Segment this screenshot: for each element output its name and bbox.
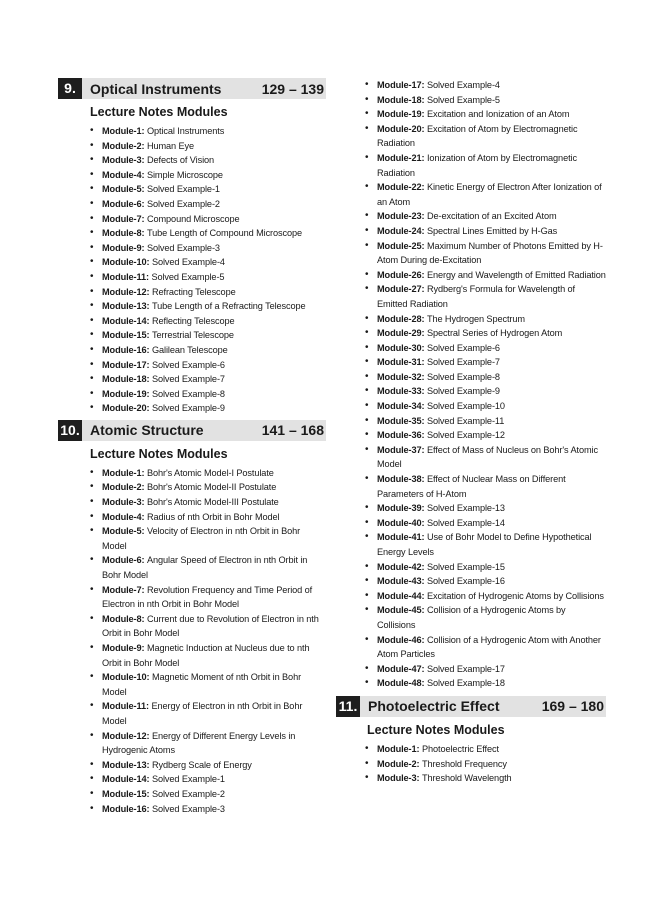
module-name: Module-2 xyxy=(377,758,417,769)
chapter-pages: 129 – 139 xyxy=(261,80,324,97)
module-title: Solved Example-12 xyxy=(426,430,505,441)
module-item: • Module-2: Human Eye xyxy=(58,139,326,154)
module-item: • Module-41: Use of Bohr Model to Define Hypothetical Energy Levels xyxy=(336,530,606,559)
module-title: Use of Bohr Model to Define Hypothetical Energy Levels xyxy=(377,532,592,557)
chapter-header xyxy=(336,696,606,717)
module-name: Module-40 xyxy=(377,517,422,528)
chapter-9 xyxy=(58,78,326,416)
module-item: • Module-43: Solved Example-16 xyxy=(336,574,606,589)
module-item: • Module-6: Solved Example-2 xyxy=(58,197,326,212)
module-name: Module-5 xyxy=(102,526,142,537)
module-name: Module-39 xyxy=(377,503,422,514)
module-name: Module-15 xyxy=(102,788,147,799)
module-title: Collision of a Hydrogenic Atoms by Collisions xyxy=(377,605,566,630)
module-name: Module-42 xyxy=(377,561,422,572)
module-name: Module-2 xyxy=(102,140,142,151)
module-title: Solved Example-1 xyxy=(146,184,220,195)
module-item: • Module-4: Simple Microscope xyxy=(58,168,326,183)
module-name: Module-4 xyxy=(102,169,142,180)
module-name: Module-14 xyxy=(102,774,147,785)
chapter-11 xyxy=(336,696,606,786)
module-item: • Module-37: Effect of Mass of Nucleus on Bohr's Atomic Model xyxy=(336,443,606,472)
module-item: • Module-6: Angular Speed of Electron in nth Orbit in Bohr Model xyxy=(58,553,326,582)
module-title: Excitation of Hydrogenic Atoms by Collisions xyxy=(426,590,604,601)
module-title: Magnetic Induction at Nucleus due to nth Orbit in Bohr Model xyxy=(102,643,310,668)
module-list xyxy=(336,742,606,786)
module-item: • Module-16: Galilean Telescope xyxy=(58,343,326,358)
module-item: • Module-33: Solved Example-9 xyxy=(336,384,606,399)
module-item: • Module-1: Optical Instruments xyxy=(58,124,326,139)
module-item: • Module-47: Solved Example-17 xyxy=(336,662,606,677)
module-title: Solved Example-11 xyxy=(426,415,505,426)
module-item: • Module-10: Magnetic Moment of nth Orbit in Bohr Model xyxy=(58,670,326,699)
module-name: Module-28 xyxy=(377,313,422,324)
module-item: • Module-12: Energy of Different Energy Levels in Hydrogenic Atoms xyxy=(58,729,326,758)
module-title: Solved Example-4 xyxy=(426,80,500,90)
module-title: Solved Example-6 xyxy=(426,342,500,353)
module-title: The Hydrogen Spectrum xyxy=(426,313,525,324)
module-item: • Module-31: Solved Example-7 xyxy=(336,355,606,370)
module-item: • Module-9: Solved Example-3 xyxy=(58,241,326,256)
module-title: Solved Example-3 xyxy=(151,803,225,814)
module-item: • Module-26: Energy and Wavelength of Emitted Radiation xyxy=(336,268,606,283)
module-name: Module-3 xyxy=(102,155,142,166)
module-name: Module-17 xyxy=(102,359,147,370)
module-item: • Module-2: Bohr's Atomic Model-II Postulate xyxy=(58,480,326,495)
module-item: • Module-8: Current due to Revolution of Electron in nth Orbit in Bohr Model xyxy=(58,612,326,641)
module-title: Solved Example-16 xyxy=(426,576,505,587)
module-name: Module-43 xyxy=(377,576,422,587)
chapter-pages: 141 – 168 xyxy=(261,422,324,439)
module-item: • Module-48: Solved Example-18 xyxy=(336,676,606,691)
module-item: • Module-1: Photoelectric Effect xyxy=(336,742,606,757)
module-name: Module-9 xyxy=(102,643,142,653)
chapter-10 xyxy=(58,420,326,816)
module-title: Solved Example-17 xyxy=(426,663,505,674)
module-name: Module-7 xyxy=(102,584,142,595)
module-item: • Module-14: Reflecting Telescope xyxy=(58,314,326,329)
module-name: Module-14 xyxy=(102,315,147,326)
module-title: Defects of Vision xyxy=(146,155,215,166)
module-item: • Module-18: Solved Example-7 xyxy=(58,372,326,387)
module-item: • Module-7: Revolution Frequency and Time Period of Electron in nth Orbit in Bohr Model xyxy=(58,583,326,612)
module-item: • Module-5: Velocity of Electron in nth Orbit in Bohr Model xyxy=(58,524,326,553)
module-name: Module-44 xyxy=(377,590,422,601)
module-item: • Module-46: Collision of a Hydrogenic Atom with Another Atom Particles xyxy=(336,633,606,662)
module-item: • Module-5: Solved Example-1 xyxy=(58,182,326,197)
module-title: Excitation and Ionization of an Atom xyxy=(426,109,570,120)
module-item: • Module-28: The Hydrogen Spectrum xyxy=(336,312,606,327)
module-item: • Module-2: Threshold Frequency xyxy=(336,757,606,772)
module-name: Module-15 xyxy=(102,330,147,341)
module-item: • Module-35: Solved Example-11 xyxy=(336,414,606,429)
module-list xyxy=(58,466,326,816)
module-title: Solved Example-10 xyxy=(426,401,505,412)
module-name: Module-16 xyxy=(102,344,147,355)
module-item: • Module-15: Solved Example-2 xyxy=(58,787,326,802)
module-title: Human Eye xyxy=(146,140,195,151)
module-name: Module-33 xyxy=(377,386,422,397)
chapter-title: Photoelectric Effect xyxy=(368,698,500,715)
section-heading: Lecture Notes Modules xyxy=(90,105,228,119)
module-name: Module-1 xyxy=(377,743,417,754)
module-title: Spectral Lines Emitted by H-Gas xyxy=(426,225,558,236)
module-name: Module-4 xyxy=(102,511,142,522)
chapter-header xyxy=(58,78,326,99)
module-title: Kinetic Energy of Electron After Ionization of an Atom xyxy=(377,182,602,207)
module-name: Module-35 xyxy=(377,415,422,426)
module-name: Module-8 xyxy=(102,228,142,239)
module-name: Module-46 xyxy=(377,634,422,645)
module-title: Solved Example-1 xyxy=(151,774,225,785)
module-item: • Module-11: Energy of Electron in nth Orbit in Bohr Model xyxy=(58,699,326,728)
module-title: Solved Example-4 xyxy=(151,257,225,268)
module-title: Solved Example-14 xyxy=(426,517,505,528)
module-item: • Module-10: Solved Example-4 xyxy=(58,255,326,270)
module-title: Rydberg's Formula for Wavelength of Emitted Radiation xyxy=(377,284,575,309)
module-title: Refracting Telescope xyxy=(151,286,236,297)
module-name: Module-10 xyxy=(102,672,147,683)
module-title: Solved Example-8 xyxy=(151,388,225,399)
module-item: • Module-9: Magnetic Induction at Nucleus due to nth Orbit in Bohr Model xyxy=(58,641,326,670)
module-item: • Module-1: Bohr's Atomic Model-I Postulate xyxy=(58,466,326,481)
module-name: Module-18 xyxy=(377,94,422,105)
module-name: Module-12 xyxy=(102,286,147,297)
module-name: Module-19 xyxy=(377,109,422,120)
module-item: • Module-19: Solved Example-8 xyxy=(58,387,326,402)
chapter-number: 10. xyxy=(58,420,82,441)
left-column xyxy=(58,78,326,816)
module-name: Module-31 xyxy=(377,357,422,368)
module-name: Module-9 xyxy=(102,242,142,253)
chapter-pages: 169 – 180 xyxy=(541,698,604,715)
module-title: Compound Microscope xyxy=(146,213,240,224)
module-item: • Module-20: Excitation of Atom by Electromagnetic Radiation xyxy=(336,122,606,151)
module-title: Tube Length of Compound Microscope xyxy=(146,228,303,239)
module-item: • Module-40: Solved Example-14 xyxy=(336,516,606,531)
module-name: Module-48 xyxy=(377,678,422,689)
chapter-title: Optical Instruments xyxy=(90,80,222,97)
module-item: • Module-29: Spectral Series of Hydrogen Atom xyxy=(336,326,606,341)
module-name: Module-13 xyxy=(102,759,147,770)
module-title: Revolution Frequency and Time Period of Electron in nth Orbit in Bohr Model xyxy=(102,584,313,610)
module-name: Module-18 xyxy=(102,374,147,385)
module-title: Solved Example-3 xyxy=(146,242,220,253)
module-name: Module-6 xyxy=(102,555,142,566)
module-item: • Module-3: Defects of Vision xyxy=(58,153,326,168)
module-item: • Module-3: Threshold Wavelength xyxy=(336,771,606,786)
module-item: • Module-45: Collision of a Hydrogenic Atoms by Collisions xyxy=(336,603,606,632)
module-title: Reflecting Telescope xyxy=(151,315,235,326)
module-item: • Module-4: Radius of nth Orbit in Bohr Model xyxy=(58,510,326,525)
module-title: Solved Example-9 xyxy=(426,386,500,397)
module-name: Module-20 xyxy=(377,123,422,134)
module-item: • Module-25: Maximum Number of Photons Emitted by H-Atom During de-Excitation xyxy=(336,239,606,268)
module-item: • Module-18: Solved Example-5 xyxy=(336,93,606,108)
module-title: Solved Example-18 xyxy=(426,678,505,689)
module-title: Solved Example-2 xyxy=(146,198,220,209)
module-item: • Module-44: Excitation of Hydrogenic Atoms by Collisions xyxy=(336,589,606,604)
module-name: Module-1 xyxy=(102,467,142,478)
module-name: Module-10 xyxy=(102,257,147,268)
module-item: • Module-30: Solved Example-6 xyxy=(336,341,606,356)
module-name: Module-20 xyxy=(102,403,147,414)
module-name: Module-21 xyxy=(377,152,422,163)
module-list xyxy=(336,78,606,691)
module-item: • Module-15: Terrestrial Telescope xyxy=(58,328,326,343)
module-title: Solved Example-15 xyxy=(426,561,505,572)
section-heading: Lecture Notes Modules xyxy=(367,722,505,737)
section-heading: Lecture Notes Modules xyxy=(90,446,228,461)
chapter-title: Atomic Structure xyxy=(90,422,204,439)
right-column xyxy=(336,78,606,786)
module-title: De-excitation of an Excited Atom xyxy=(426,211,557,222)
module-title: Excitation of Atom by Electromagnetic Radiation xyxy=(377,123,578,149)
module-title: Ionization of Atom by Electromagnetic Radiation xyxy=(377,152,577,178)
module-name: Module-27 xyxy=(377,284,422,295)
module-item: • Module-14: Solved Example-1 xyxy=(58,772,326,787)
module-title: Bohr's Atomic Model-I Postulate xyxy=(146,467,274,478)
module-title: Bohr's Atomic Model-II Postulate xyxy=(146,482,277,493)
module-name: Module-24 xyxy=(377,225,422,236)
module-title: Energy of Electron in nth Orbit in Bohr Model xyxy=(102,701,303,726)
module-name: Module-7 xyxy=(102,213,142,224)
module-title: Solved Example-5 xyxy=(151,271,225,282)
module-title: Effect of Mass of Nucleus on Bohr's Atomic Model xyxy=(377,444,598,470)
module-name: Module-30 xyxy=(377,342,422,353)
module-title: Solved Example-13 xyxy=(426,503,505,514)
module-item: • Module-13: Tube Length of a Refracting Telescope xyxy=(58,299,326,314)
module-item: • Module-17: Solved Example-6 xyxy=(58,358,326,373)
module-name: Module-26 xyxy=(377,269,422,280)
module-item: • Module-7: Compound Microscope xyxy=(58,212,326,227)
module-name: Module-16 xyxy=(102,803,147,814)
module-item: • Module-23: De-excitation of an Excited Atom xyxy=(336,209,606,224)
module-name: Module-3 xyxy=(377,773,417,784)
module-item: • Module-36: Solved Example-12 xyxy=(336,428,606,443)
module-item: • Module-13: Rydberg Scale of Energy xyxy=(58,758,326,773)
module-item: • Module-12: Refracting Telescope xyxy=(58,285,326,300)
module-title: Solved Example-9 xyxy=(151,403,225,414)
module-name: Module-37 xyxy=(377,444,422,455)
module-name: Module-13 xyxy=(102,301,147,312)
module-title: Simple Microscope xyxy=(146,169,223,180)
module-item: • Module-16: Solved Example-3 xyxy=(58,802,326,817)
module-title: Tube Length of a Refracting Telescope xyxy=(151,301,306,312)
module-title: Solved Example-6 xyxy=(151,359,225,370)
module-name: Module-29 xyxy=(377,328,422,339)
module-item: • Module-20: Solved Example-9 xyxy=(58,401,326,416)
module-name: Module-47 xyxy=(377,663,422,674)
module-name: Module-3 xyxy=(102,497,142,508)
module-name: Module-6 xyxy=(102,198,142,209)
module-name: Module-41 xyxy=(377,532,422,543)
module-name: Module-36 xyxy=(377,430,422,441)
module-title: Energy and Wavelength of Emitted Radiation xyxy=(426,269,606,280)
chapter-number: 9. xyxy=(58,78,82,99)
module-item: • Module-27: Rydberg's Formula for Wavelength of Emitted Radiation xyxy=(336,282,606,311)
module-name: Module-32 xyxy=(377,371,422,382)
module-title: Galilean Telescope xyxy=(151,344,228,355)
module-item: • Module-39: Solved Example-13 xyxy=(336,501,606,516)
module-title: Solved Example-5 xyxy=(426,94,500,105)
module-item: • Module-19: Excitation and Ionization of an Atom xyxy=(336,107,606,122)
module-list xyxy=(58,124,326,416)
module-name: Module-2 xyxy=(102,482,142,493)
module-title: Velocity of Electron in nth Orbit in Bohr Model xyxy=(102,526,301,551)
module-title: Rydberg Scale of Energy xyxy=(151,759,252,770)
module-title: Photoelectric Effect xyxy=(421,743,499,754)
module-name: Module-5 xyxy=(102,184,142,195)
module-name: Module-25 xyxy=(377,240,422,251)
module-title: Energy of Different Energy Levels in Hydrogenic Atoms xyxy=(102,730,296,756)
module-item: • Module-32: Solved Example-8 xyxy=(336,370,606,385)
module-title: Maximum Number of Photons Emitted by H-Atom During de-Excitation xyxy=(377,240,603,266)
module-title: Optical Instruments xyxy=(146,126,225,136)
module-name: Module-11 xyxy=(102,701,147,712)
module-name: Module-17 xyxy=(377,80,422,90)
module-title: Threshold Wavelength xyxy=(421,773,512,784)
chapter-10-continued xyxy=(336,78,606,691)
module-item: • Module-22: Kinetic Energy of Electron After Ionization of an Atom xyxy=(336,180,606,209)
module-item: • Module-8: Tube Length of Compound Microscope xyxy=(58,226,326,241)
module-name: Module-11 xyxy=(102,271,147,282)
module-name: Module-34 xyxy=(377,401,422,412)
module-title: Magnetic Moment of nth Orbit in Bohr Model xyxy=(102,672,302,697)
module-title: Bohr's Atomic Model-III Postulate xyxy=(146,497,279,508)
module-name: Module-22 xyxy=(377,182,422,193)
module-title: Spectral Series of Hydrogen Atom xyxy=(426,328,563,339)
module-item: • Module-24: Spectral Lines Emitted by H-Gas xyxy=(336,224,606,239)
chapter-number: 11. xyxy=(336,696,360,717)
module-item: • Module-42: Solved Example-15 xyxy=(336,560,606,575)
module-item: • Module-17: Solved Example-4 xyxy=(336,78,606,93)
module-title: Radius of nth Orbit in Bohr Model xyxy=(146,511,280,522)
module-title: Terrestrial Telescope xyxy=(151,330,234,341)
module-name: Module-38 xyxy=(377,474,422,485)
chapter-header xyxy=(58,420,326,441)
module-name: Module-19 xyxy=(102,388,147,399)
module-item: • Module-34: Solved Example-10 xyxy=(336,399,606,414)
module-title: Solved Example-8 xyxy=(426,371,500,382)
module-name: Module-1 xyxy=(102,126,142,136)
module-item: • Module-3: Bohr's Atomic Model-III Postulate xyxy=(58,495,326,510)
module-title: Solved Example-2 xyxy=(151,788,225,799)
module-title: Effect of Nuclear Mass on Different Parameters of H-Atom xyxy=(377,474,566,499)
module-title: Solved Example-7 xyxy=(426,357,500,368)
module-item: • Module-38: Effect of Nuclear Mass on Different Parameters of H-Atom xyxy=(336,472,606,501)
module-title: Angular Speed of Electron in nth Orbit in Bohr Model xyxy=(102,555,308,581)
module-title: Current due to Revolution of Electron in nth Orbit in Bohr Model xyxy=(102,613,319,639)
module-name: Module-45 xyxy=(377,605,422,616)
module-name: Module-23 xyxy=(377,211,422,222)
module-title: Threshold Frequency xyxy=(421,758,507,769)
module-item: • Module-21: Ionization of Atom by Electromagnetic Radiation xyxy=(336,151,606,180)
module-title: Collision of a Hydrogenic Atom with Another Atom Particles xyxy=(377,634,601,660)
module-name: Module-12 xyxy=(102,730,147,741)
module-name: Module-8 xyxy=(102,613,142,624)
module-item: • Module-11: Solved Example-5 xyxy=(58,270,326,285)
module-title: Solved Example-7 xyxy=(151,374,225,385)
